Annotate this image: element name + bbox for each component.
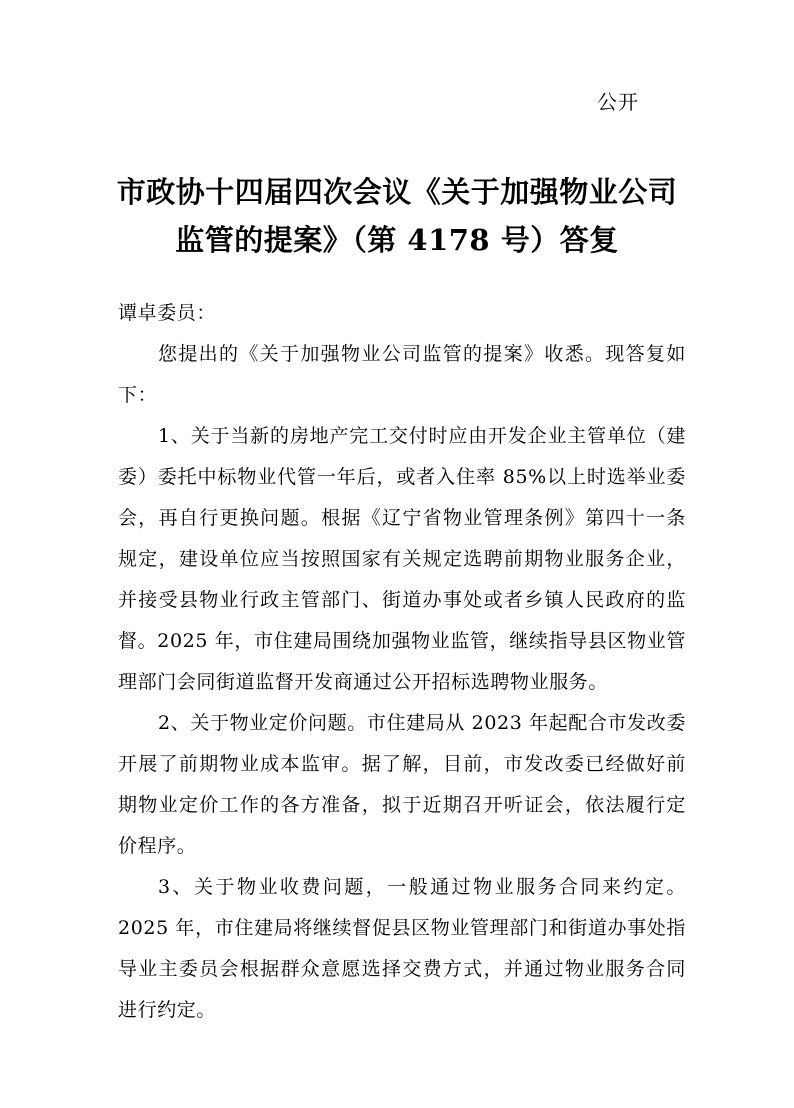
title-line-1: 市政协十四届四次会议《关于加强物业公司 bbox=[116, 175, 678, 209]
paragraph-3: 3、关于物业收费问题，一般通过物业服务合同来约定。2025 年，市住建局将继续督促县区物业管理部门和街道办事处指导业主委员会根据群众意愿选择交费方式，并通过物业服务合同进行约定。 bbox=[118, 876, 686, 1021]
intro-paragraph: 您提出的《关于加强物业公司监管的提案》收悉。现答复如下： bbox=[118, 343, 686, 406]
paragraph-2: 2、关于物业定价问题。市住建局从 2023 年起配合市发改委开展了前期物业成本监审。据了解，目前，市发改委已经做好前期物业定价工作的各方准备，拟于近期召开听证会，依法履行定价程序。 bbox=[118, 712, 686, 857]
salutation: 谭卓委员： bbox=[118, 302, 217, 324]
document-title bbox=[110, 168, 684, 264]
disclosure-label: 公开 bbox=[597, 90, 639, 114]
paragraph-1: 1、关于当新的房地产完工交付时应由开发企业主管单位（建委）委托中标物业代管一年后，或者入住率 85%以上时选举业委会，再自行更换问题。根据《辽宁省物业管理条例》第四十一条规定，建设单位应当按照国家有关规定选聘前期物业服务企业，并接受县物业行政主管部门、街道办事处或者乡镇人民政府的监督。2025 年，市住建局围绕加强物业监管，继续指导县区物业管理部门会同街道监督开发商通过公开招标选聘物业服务。 bbox=[118, 425, 686, 693]
title-line-2: 监管的提案》（第 4178 号）答复 bbox=[175, 223, 619, 257]
document-body bbox=[118, 293, 686, 1031]
